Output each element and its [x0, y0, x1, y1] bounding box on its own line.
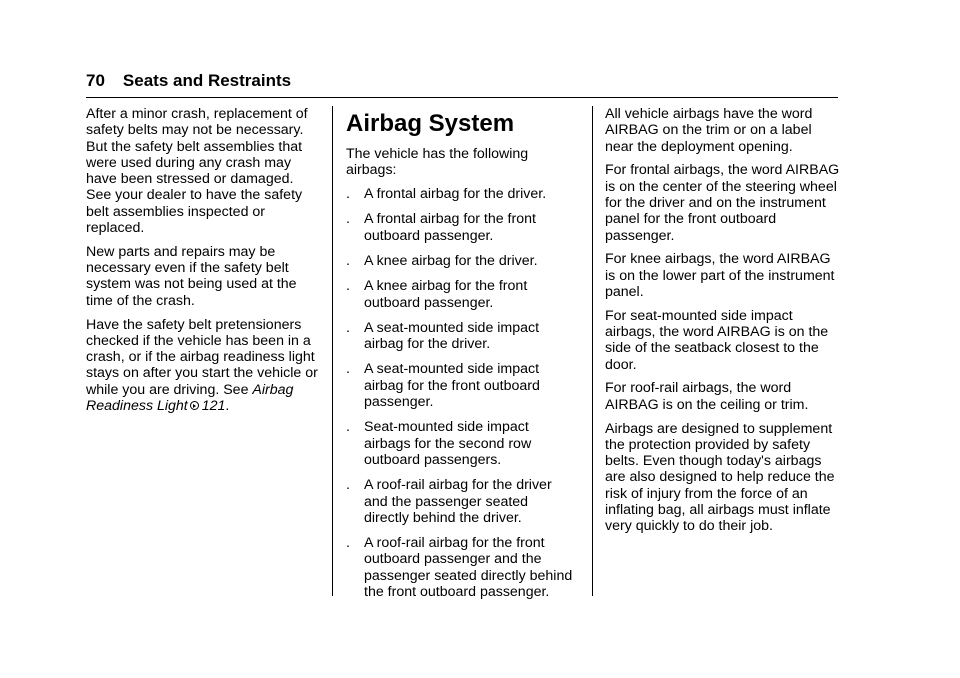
- list-item-text: A knee airbag for the front outboard passenger.: [364, 278, 528, 311]
- list-item: [346, 253, 574, 269]
- paragraph: All vehicle airbags have the word AIRBAG on the trim or on a label near the deployment opening.: [605, 106, 813, 155]
- list-item-text: A seat-mounted side impact airbag for the driver.: [364, 319, 540, 353]
- list-item-text: A seat-mounted side impact airbag for the front outboard passenger.: [364, 361, 540, 411]
- column-left: [86, 106, 322, 422]
- page-reference-icon: [190, 401, 199, 410]
- bullet-marker: .: [346, 477, 350, 494]
- column-middle: [346, 110, 574, 609]
- page-header: [86, 71, 291, 91]
- bullet-marker: .: [346, 419, 350, 436]
- list-item: [346, 535, 574, 600]
- column-right: [605, 106, 840, 542]
- column-divider: [592, 106, 593, 596]
- paragraph: Airbags are designed to supplement the protection provided by safety belts. Even though today's airbags are also designed to help reduce the risk of injury from the force of an inflating bag, all airbags must inflate very quickly to do their job.: [605, 420, 835, 535]
- list-item: [346, 361, 574, 410]
- list-item-text: Seat-mounted side impact airbags for the second row outboard passengers.: [364, 419, 532, 468]
- paragraph-end: .: [225, 398, 230, 415]
- paragraph: For knee airbags, the word AIRBAG is on the lower part of the instrument panel.: [605, 251, 835, 300]
- list-item: [346, 477, 574, 526]
- bullet-marker: .: [346, 211, 350, 228]
- heading-airbag-system: Airbag System: [346, 110, 515, 137]
- bullet-marker: .: [346, 361, 350, 378]
- bullet-marker: .: [346, 186, 350, 203]
- header-rule: [86, 97, 838, 98]
- bullet-marker: .: [346, 535, 350, 552]
- paragraph: The vehicle has the following airbags:: [346, 146, 529, 179]
- list-item: [346, 320, 574, 353]
- paragraph: After a minor crash, replacement of safety belts may not be necessary. But the safety belt assemblies that were used during any crash may have been stressed or damaged. See your dealer to have the safety belt assemblies inspected or replaced.: [86, 106, 308, 237]
- paragraph: For frontal airbags, the word AIRBAG is on the center of the steering wheel for the driver and on the instrument panel for the front outboard passenger.: [605, 162, 840, 244]
- list-item-text: A knee airbag for the driver.: [364, 252, 538, 269]
- bullet-marker: .: [346, 319, 350, 336]
- list-item-text: A roof-rail airbag for the front outboard passenger and the passenger seated directly behind the front outboard passenger.: [364, 535, 573, 601]
- list-item-text: A frontal airbag for the driver.: [364, 186, 547, 203]
- cross-reference-page[interactable]: 121: [201, 398, 226, 415]
- bullet-marker: .: [346, 278, 350, 295]
- cross-reference-link[interactable]: Airbag Readiness Light: [86, 381, 294, 415]
- paragraph-text: Have the safety belt pretensioners checked if the vehicle has been in a crash, or if the airbag readiness light stays on after you start the vehicle or while you are driving. See: [86, 316, 318, 398]
- paragraph: New parts and repairs may be necessary even if the safety belt system was not being used at the time of the crash.: [86, 243, 297, 309]
- list-item: [346, 278, 574, 311]
- list-item-text: A roof-rail airbag for the driver and the passenger seated directly behind the driver.: [364, 477, 552, 526]
- section-title: Seats and Restraints: [122, 71, 292, 90]
- paragraph: For seat-mounted side impact airbags, the word AIRBAG is on the side of the seatback closest to the door.: [605, 307, 829, 373]
- paragraph: [86, 317, 322, 415]
- page-number: 70: [86, 71, 105, 90]
- bullet-marker: .: [346, 252, 350, 269]
- airbag-list: [346, 186, 574, 600]
- paragraph: For roof-rail airbags, the word AIRBAG is on the ceiling or trim.: [605, 380, 809, 413]
- list-item: [346, 419, 574, 468]
- column-divider: [332, 106, 333, 596]
- list-item: [346, 186, 574, 202]
- list-item: [346, 211, 574, 244]
- list-item-text: A frontal airbag for the front outboard passenger.: [364, 211, 536, 244]
